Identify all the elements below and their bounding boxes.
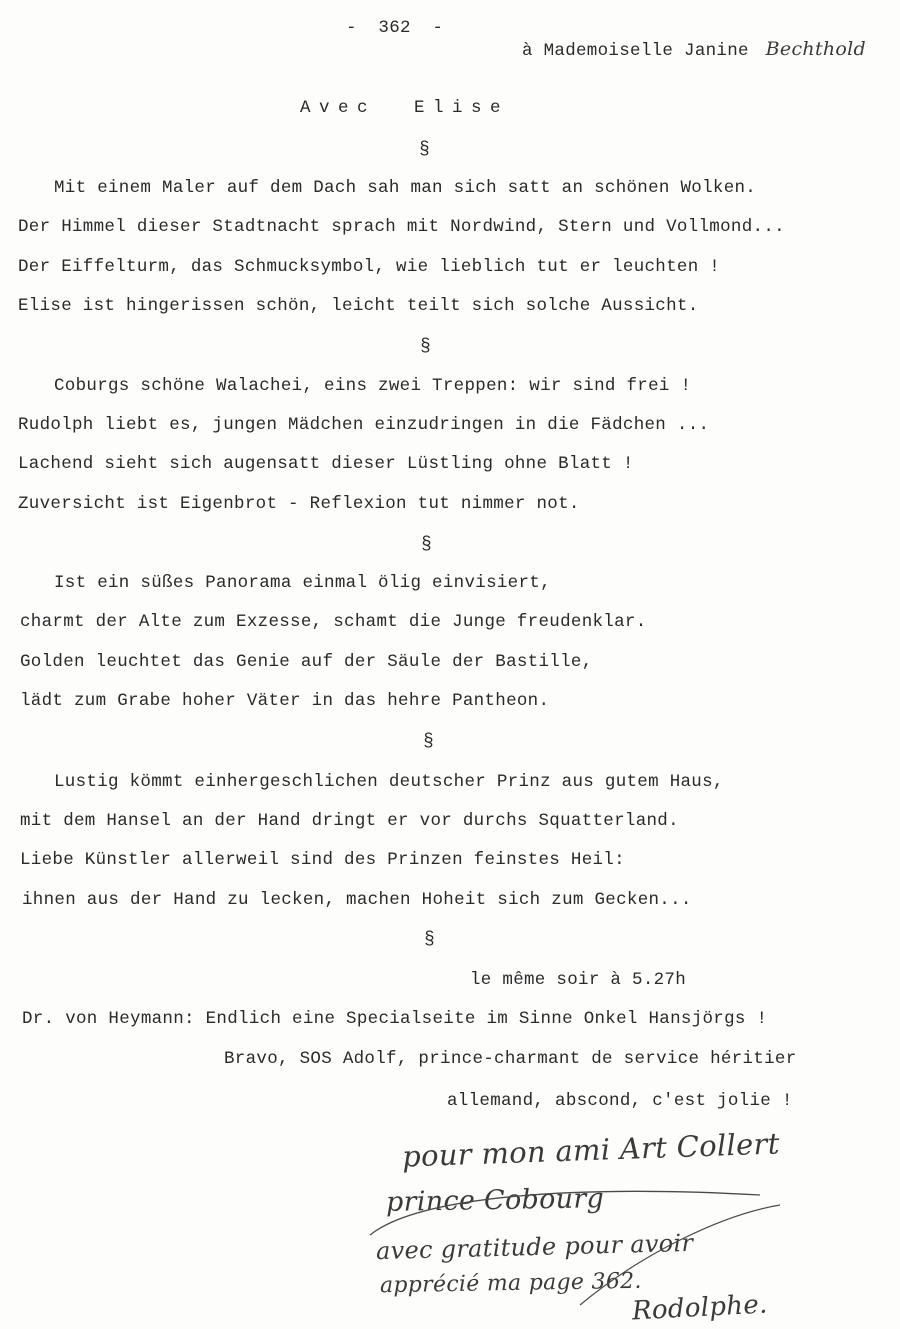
stanza-1-line-4: Elise ist hingerissen schön, leicht teilt sich solche Aussicht.	[18, 296, 699, 316]
page-number: - 362 -	[346, 18, 444, 38]
dedication-name-handwritten: Bechthold	[765, 38, 866, 60]
poem-title: Avec Elise	[300, 98, 510, 118]
stanza-3-line-4: lädt zum Grabe hoher Väter in das hehre Pantheon.	[20, 691, 550, 711]
section-mark: §	[421, 535, 433, 555]
handwritten-note	[340, 1125, 880, 1325]
stanza-1-line-2: Der Himmel dieser Stadtnacht sprach mit Nordwind, Stern und Vollmond...	[18, 217, 785, 237]
stanza-3-line-3: Golden leuchtet das Genie auf der Säule der Bastille,	[20, 652, 593, 672]
section-mark: §	[424, 930, 436, 950]
stanza-4-line-3: Liebe Künstler allerweil sind des Prinzen feinstes Heil:	[20, 850, 625, 870]
stanza-3-line-1: Ist ein süßes Panorama einmal ölig einvisiert,	[54, 573, 551, 593]
stanza-4-line-4: ihnen aus der Hand zu lecken, machen Hoheit sich zum Gecken...	[22, 890, 692, 910]
postscript-line-2: Bravo, SOS Adolf, prince-charmant de service héritier	[224, 1049, 797, 1069]
stanza-3-line-2: charmt der Alte zum Exzesse, schamt die Junge freudenklar.	[20, 612, 647, 632]
stanza-1-line-1: Mit einem Maler auf dem Dach sah man sich satt an schönen Wolken.	[54, 178, 757, 198]
signature-flourish	[340, 1125, 880, 1325]
stanza-2-line-1: Coburgs schöne Walachei, eins zwei Treppen: wir sind frei !	[54, 376, 692, 396]
stanza-2-line-2: Rudolph liebt es, jungen Mädchen einzudringen in die Fädchen ...	[18, 415, 710, 435]
handwritten-signature: Rodolphe.	[631, 1289, 769, 1327]
handwritten-line-3: avec gratitude pour avoir	[375, 1228, 694, 1266]
stanza-2-line-3: Lachend sieht sich augensatt dieser Lüstling ohne Blatt !	[18, 454, 634, 474]
stanza-2-line-4: Zuversicht ist Eigenbrot - Reflexion tut nimmer not.	[18, 494, 580, 514]
section-mark: §	[419, 140, 431, 160]
handwritten-line-2: prince Cobourg	[385, 1183, 605, 1218]
postscript-line-1: Dr. von Heymann: Endlich eine Specialseite im Sinne Onkel Hansjörgs !	[22, 1009, 768, 1029]
postscript-time: le même soir à 5.27h	[470, 970, 687, 990]
dedication-text: à Mademoiselle Janine	[522, 41, 749, 61]
stanza-1-line-3: Der Eiffelturm, das Schmucksymbol, wie lieblich tut er leuchten !	[18, 257, 721, 277]
stanza-4-line-2: mit dem Hansel an der Hand dringt er vor durchs Squatterland.	[20, 811, 679, 831]
handwritten-line-4: apprécié ma page 362.	[379, 1268, 642, 1299]
dedication	[522, 38, 866, 61]
section-mark: §	[423, 732, 435, 752]
postscript-line-3: allemand, abscond, c'est jolie !	[447, 1091, 793, 1111]
section-mark: §	[420, 337, 432, 357]
stanza-4-line-1: Lustig kömmt einhergeschlichen deutscher Prinz aus gutem Haus,	[54, 772, 724, 792]
handwritten-line-1: pour mon ami Art Collert	[401, 1126, 781, 1174]
